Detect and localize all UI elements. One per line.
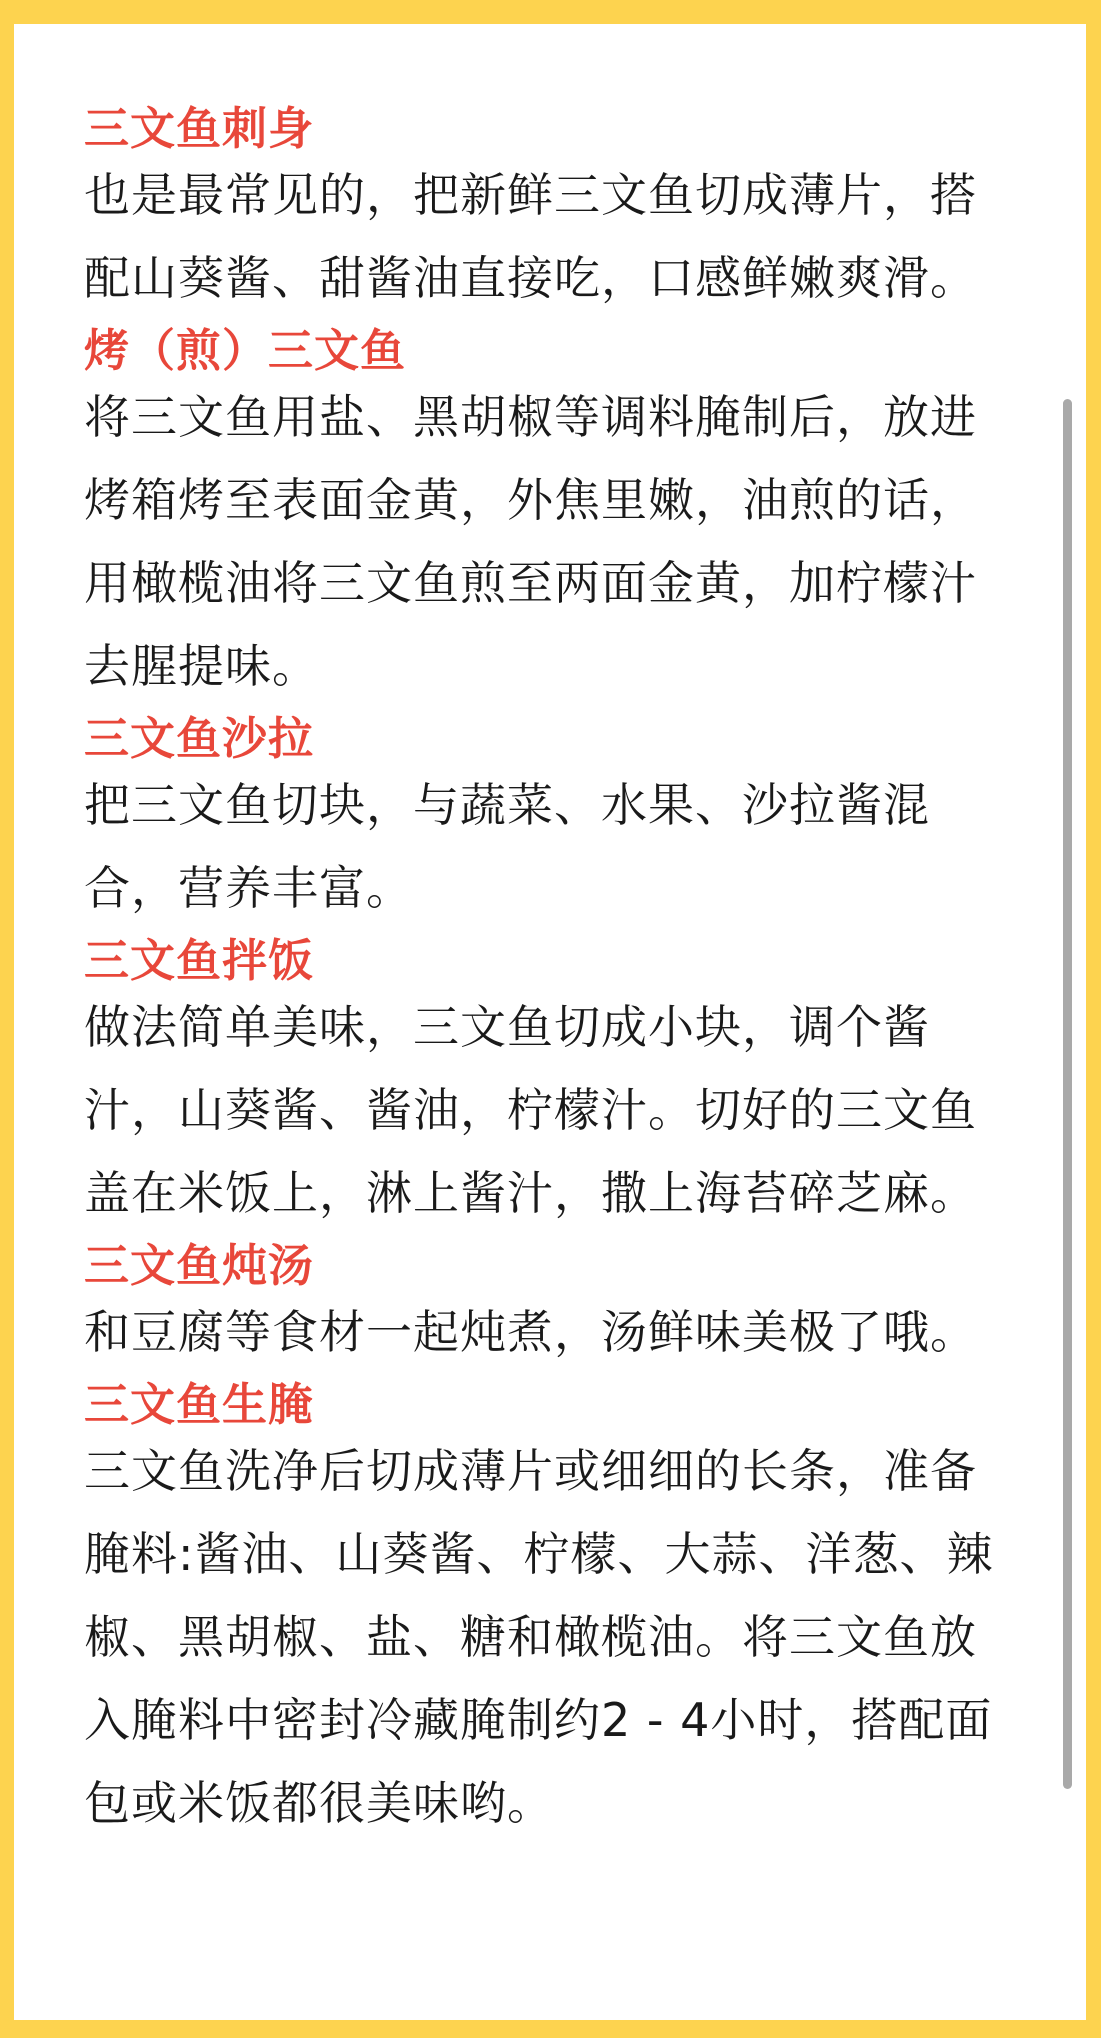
text-line: 烤箱烤至表面金黄，外焦里嫩，油煎的话， — [84, 473, 977, 527]
text-line: 盖在米饭上，淋上酱汁，撒上海苔碎芝麻。 — [84, 1166, 977, 1220]
text-line: 腌料:酱油、山葵酱、柠檬、大蒜、洋葱、辣 — [84, 1527, 994, 1581]
text-line: 把三文鱼切块，与蔬菜、水果、沙拉酱混 — [84, 778, 930, 832]
section-rice-bowl — [84, 936, 1034, 1235]
section-body — [84, 1291, 1034, 1374]
text-line: 和豆腐等食材一起炖煮，汤鲜味美极了哦。 — [84, 1305, 977, 1359]
section-title: 三文鱼拌饭 — [84, 934, 315, 987]
section-salad — [84, 714, 1034, 930]
text-line: 汁，山葵酱、酱油，柠檬汁。切好的三文鱼 — [84, 1083, 977, 1137]
text-line: 配山葵酱、甜酱油直接吃，口感鲜嫩爽滑。 — [84, 251, 977, 305]
section-sashimi — [84, 104, 1034, 320]
section-body — [84, 376, 1034, 708]
section-body — [84, 1430, 1034, 1845]
text-line: 也是最常见的，把新鲜三文鱼切成薄片，搭 — [84, 168, 977, 222]
article-card — [14, 24, 1086, 2020]
article-content — [84, 104, 1034, 1845]
text-line: 合，营养丰富。 — [84, 861, 413, 915]
section-title: 三文鱼刺身 — [84, 102, 315, 155]
section-title: 三文鱼生腌 — [84, 1378, 315, 1431]
text-line: 去腥提味。 — [84, 639, 319, 693]
text-line: 包或米饭都很美味哟。 — [84, 1776, 554, 1830]
text-line: 做法简单美味，三文鱼切成小块，调个酱 — [84, 1000, 930, 1054]
section-body — [84, 986, 1034, 1235]
section-marinated — [84, 1380, 1034, 1845]
text-line: 椒、黑胡椒、盐、糖和橄榄油。将三文鱼放 — [84, 1610, 977, 1664]
section-grilled — [84, 326, 1034, 708]
text-line: 将三文鱼用盐、黑胡椒等调料腌制后，放进 — [84, 390, 977, 444]
text-line: 入腌料中密封冷藏腌制约2 - 4小时，搭配面 — [84, 1693, 993, 1747]
section-body — [84, 154, 1034, 320]
section-title: 三文鱼沙拉 — [84, 712, 315, 765]
text-line: 三文鱼洗净后切成薄片或细细的长条，准备 — [84, 1444, 977, 1498]
section-title: 三文鱼炖汤 — [84, 1239, 315, 1292]
section-soup — [84, 1241, 1034, 1374]
section-body — [84, 764, 1034, 930]
section-title: 烤（煎）三文鱼 — [84, 324, 407, 377]
scrollbar[interactable] — [1063, 399, 1072, 1789]
text-line: 用橄榄油将三文鱼煎至两面金黄，加柠檬汁 — [84, 556, 977, 610]
